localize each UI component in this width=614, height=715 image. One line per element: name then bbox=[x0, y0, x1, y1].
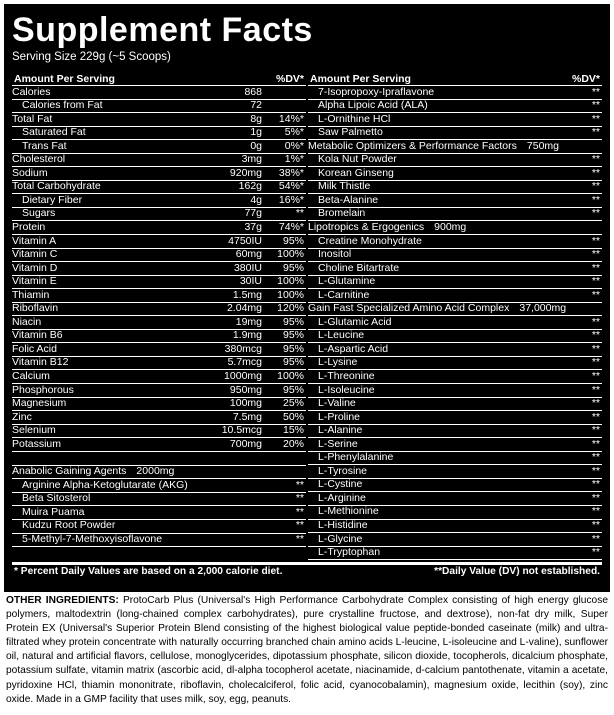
nutrient-name: Beta-Alanine bbox=[318, 193, 379, 206]
nutrient-dv: ** bbox=[591, 85, 600, 98]
nutrient-row bbox=[308, 370, 602, 384]
nutrient-dv: ** bbox=[295, 505, 304, 518]
nutrient-name: L-Alanine bbox=[318, 424, 363, 437]
nutrient-row bbox=[308, 86, 602, 100]
nutrient-row bbox=[12, 140, 306, 154]
nutrient-row bbox=[12, 235, 306, 249]
nutrient-group-row bbox=[12, 466, 306, 480]
nutrient-row bbox=[12, 113, 306, 127]
nutrient-dv: ** bbox=[591, 126, 600, 139]
nutrient-name: L-Glycine bbox=[318, 532, 363, 545]
nutrient-row bbox=[12, 262, 306, 276]
nutrient-dv: 95% bbox=[282, 261, 304, 274]
nutrient-dv: 95% bbox=[282, 234, 304, 247]
nutrient-row bbox=[308, 465, 602, 479]
nutrient-name: Choline Bitartrate bbox=[318, 261, 400, 274]
right-column bbox=[308, 72, 602, 560]
nutrient-dv: ** bbox=[591, 369, 600, 382]
nutrient-dv: ** bbox=[591, 329, 600, 342]
nutrient-row bbox=[12, 289, 306, 303]
serving-size: Serving Size 229g (~5 Scoops) bbox=[12, 51, 171, 63]
nutrient-row bbox=[12, 330, 306, 344]
nutrient-row bbox=[12, 249, 306, 263]
nutrient-amount: 0g bbox=[250, 139, 262, 152]
nutrient-dv: 95% bbox=[282, 356, 304, 369]
nutrient-row bbox=[12, 520, 306, 534]
nutrient-row bbox=[308, 208, 602, 222]
nutrient-row bbox=[308, 357, 602, 371]
nutrient-name: L-Tyrosine bbox=[318, 464, 368, 477]
nutrient-name: Potassium bbox=[12, 437, 62, 450]
left-column-header bbox=[12, 72, 306, 86]
nutrient-amount: 19mg bbox=[235, 315, 262, 328]
nutrient-amount: 1g bbox=[250, 126, 262, 139]
left-column bbox=[12, 72, 306, 560]
nutrient-dv: ** bbox=[591, 478, 600, 491]
nutrient-row bbox=[308, 276, 602, 290]
nutrient-row bbox=[12, 127, 306, 141]
panel-title: Supplement Facts bbox=[12, 11, 313, 49]
nutrient-row bbox=[12, 534, 306, 548]
nutrient-dv: 50% bbox=[282, 410, 304, 423]
nutrient-name: Thiamin bbox=[12, 288, 50, 301]
nutrient-row bbox=[308, 425, 602, 439]
nutrient-dv: 100% bbox=[277, 248, 304, 261]
nutrient-amount: 1.9mg bbox=[232, 329, 262, 342]
nutrient-row bbox=[12, 154, 306, 168]
nutrient-dv: ** bbox=[591, 315, 600, 328]
nutrient-dv: 74%* bbox=[278, 220, 304, 233]
nutrient-name: Creatine Monohydrate bbox=[318, 234, 422, 247]
nutrient-name: Magnesium bbox=[12, 397, 67, 410]
nutrient-name: Vitamin A bbox=[12, 234, 57, 247]
nutrient-dv: ** bbox=[591, 342, 600, 355]
nutrient-row bbox=[308, 533, 602, 547]
nutrient-row bbox=[12, 100, 306, 114]
nutrient-row bbox=[308, 194, 602, 208]
nutrient-amount: 4g bbox=[250, 193, 262, 206]
nutrient-name: Vitamin D bbox=[12, 261, 58, 274]
nutrient-name: Kola Nut Powder bbox=[318, 153, 397, 166]
other-ingredients bbox=[6, 594, 608, 707]
nutrient-name: Vitamin B6 bbox=[12, 329, 63, 342]
nutrient-dv: ** bbox=[591, 437, 600, 450]
footnote-daily-values: * Percent Daily Values are based on a 2,000 calorie diet. bbox=[14, 566, 283, 578]
nutrient-dv: ** bbox=[591, 424, 600, 437]
nutrient-dv: 54%* bbox=[278, 180, 304, 193]
nutrient-row bbox=[308, 520, 602, 534]
nutrient-row bbox=[12, 425, 306, 439]
nutrient-name: Calcium bbox=[12, 369, 50, 382]
nutrient-name: Selenium bbox=[12, 424, 56, 437]
nutrient-row bbox=[12, 167, 306, 181]
dv-heading: %DV* bbox=[275, 73, 304, 85]
nutrient-name: Zinc bbox=[12, 410, 32, 423]
nutrient-name: 5-Methyl-7-Methoxyisoflavone bbox=[22, 533, 163, 545]
nutrient-amount: 950mg bbox=[229, 383, 262, 396]
nutrient-dv: 16%* bbox=[278, 193, 304, 206]
row-spacer bbox=[12, 452, 306, 466]
nutrient-name: Niacin bbox=[12, 315, 42, 328]
nutrient-amount: 162g bbox=[238, 180, 262, 193]
nutrient-row bbox=[308, 384, 602, 398]
right-rows bbox=[308, 86, 602, 560]
nutrient-dv: 25% bbox=[282, 397, 304, 410]
nutrient-name: L-Valine bbox=[318, 397, 356, 410]
nutrient-amount: 60mg bbox=[235, 248, 262, 261]
nutrient-amount: 2.04mg bbox=[226, 302, 262, 315]
supplement-facts-panel bbox=[4, 4, 610, 592]
nutrient-amount: 2000mg bbox=[136, 465, 175, 478]
nutrient-dv: 120% bbox=[277, 302, 304, 315]
nutrient-amount: 750mg bbox=[526, 139, 560, 152]
nutrient-dv: ** bbox=[591, 261, 600, 274]
nutrient-name: Korean Ginseng bbox=[318, 166, 394, 179]
nutrient-dv: ** bbox=[591, 248, 600, 261]
nutrient-amount: 77g bbox=[244, 207, 262, 220]
nutrient-dv: 15% bbox=[282, 424, 304, 437]
nutrient-group-row bbox=[308, 303, 602, 317]
nutrient-name: Trans Fat bbox=[22, 139, 67, 152]
nutrient-amount: 380mcg bbox=[224, 342, 262, 355]
amount-per-serving-heading: Amount Per Serving bbox=[310, 73, 411, 85]
nutrient-row bbox=[308, 330, 602, 344]
nutrient-row bbox=[308, 438, 602, 452]
nutrient-row bbox=[12, 370, 306, 384]
nutrient-dv: 100% bbox=[277, 288, 304, 301]
nutrient-row bbox=[308, 547, 602, 561]
nutrient-name: Sugars bbox=[22, 207, 56, 220]
other-ingredients-heading: OTHER INGREDIENTS: bbox=[6, 595, 119, 606]
nutrient-row bbox=[12, 221, 306, 235]
nutrient-name: L-Ornithine HCl bbox=[318, 112, 391, 125]
nutrient-dv: ** bbox=[591, 275, 600, 288]
nutrient-dv: 20% bbox=[282, 437, 304, 450]
nutrient-amount: 1000mg bbox=[224, 369, 262, 382]
nutrient-row bbox=[308, 411, 602, 425]
nutrient-dv: 0%* bbox=[284, 139, 304, 152]
nutrient-name: Dietary Fiber bbox=[22, 193, 83, 206]
nutrient-name: Total Carbohydrate bbox=[12, 180, 101, 193]
nutrient-row bbox=[308, 479, 602, 493]
nutrient-name: Sodium bbox=[12, 166, 48, 179]
nutrient-name: L-Isoleucine bbox=[318, 383, 375, 396]
nutrient-row bbox=[308, 167, 602, 181]
nutrient-row bbox=[308, 127, 602, 141]
nutrient-amount: 72 bbox=[250, 99, 262, 112]
nutrient-dv: ** bbox=[591, 532, 600, 545]
nutrient-amount: 3mg bbox=[241, 153, 262, 166]
nutrient-row bbox=[308, 154, 602, 168]
nutrient-amount: 100mg bbox=[229, 397, 262, 410]
nutrient-name: Vitamin C bbox=[12, 248, 58, 261]
nutrient-dv: ** bbox=[295, 492, 304, 505]
nutrient-dv: 5%* bbox=[284, 126, 304, 139]
nutrient-group-row bbox=[308, 140, 602, 154]
nutrient-dv: ** bbox=[591, 207, 600, 220]
nutrient-dv: ** bbox=[591, 410, 600, 423]
nutrient-name: Metabolic Optimizers & Performance Factors bbox=[308, 139, 517, 152]
nutrient-name: Bromelain bbox=[318, 207, 366, 220]
nutrient-amount: 30IU bbox=[239, 275, 262, 288]
nutrient-dv: 100% bbox=[277, 369, 304, 382]
nutrient-name: L-Leucine bbox=[318, 329, 365, 342]
nutrient-name: Riboflavin bbox=[12, 302, 59, 315]
nutrient-amount: 37,000mg bbox=[519, 302, 567, 315]
nutrient-row bbox=[308, 113, 602, 127]
footnote-not-established: **Daily Value (DV) not established. bbox=[434, 566, 600, 578]
nutrient-name: L-Histidine bbox=[318, 519, 368, 531]
nutrient-row bbox=[308, 452, 602, 466]
nutrient-dv: 95% bbox=[282, 342, 304, 355]
nutrient-dv: ** bbox=[591, 464, 600, 477]
nutrient-name: L-Proline bbox=[318, 410, 361, 423]
nutrient-name: Kudzu Root Powder bbox=[22, 519, 116, 532]
left-rows bbox=[12, 86, 306, 547]
nutrient-dv: 14%* bbox=[278, 112, 304, 125]
nutrient-dv: 95% bbox=[282, 329, 304, 342]
nutrient-row bbox=[308, 249, 602, 263]
nutrient-row bbox=[12, 384, 306, 398]
nutrient-amount: 4750IU bbox=[228, 234, 262, 247]
nutrient-dv: ** bbox=[591, 180, 600, 193]
nutrient-row bbox=[12, 357, 306, 371]
nutrient-row bbox=[12, 86, 306, 100]
nutrient-row bbox=[12, 343, 306, 357]
nutrient-dv: ** bbox=[591, 356, 600, 369]
nutrient-dv: ** bbox=[591, 505, 600, 518]
nutrient-row bbox=[308, 343, 602, 357]
nutrient-amount: 10.5mcg bbox=[221, 424, 262, 437]
nutrient-dv: ** bbox=[591, 451, 600, 464]
nutrient-dv: ** bbox=[295, 519, 304, 532]
nutrient-name: Vitamin B12 bbox=[12, 356, 69, 369]
thick-divider bbox=[12, 64, 602, 72]
nutrient-name: Gain Fast Specialized Amino Acid Complex bbox=[308, 302, 510, 315]
nutrient-dv: ** bbox=[295, 207, 304, 220]
nutrient-name: L-Glutamic Acid bbox=[318, 315, 392, 328]
nutrient-name: Arginine Alpha-Ketoglutarate (AKG) bbox=[22, 478, 188, 491]
nutrient-dv: ** bbox=[591, 397, 600, 410]
nutrient-row bbox=[12, 316, 306, 330]
nutrient-name: Phosphorous bbox=[12, 383, 74, 396]
nutrient-name: L-Threonine bbox=[318, 369, 375, 382]
nutrient-name: L-Tryptophan bbox=[318, 546, 381, 559]
nutrient-name: L-Glutamine bbox=[318, 275, 376, 288]
nutrient-name: Calories bbox=[12, 85, 51, 98]
nutrient-row bbox=[12, 276, 306, 290]
nutrient-name: Beta Sitosterol bbox=[22, 492, 91, 505]
nutrient-row bbox=[12, 208, 306, 222]
nutrient-dv: 95% bbox=[282, 315, 304, 328]
nutrient-amount: 5.7mcg bbox=[227, 356, 262, 369]
nutrient-amount: 920mg bbox=[229, 166, 262, 179]
nutrient-name: L-Arginine bbox=[318, 491, 366, 504]
nutrient-name: Protein bbox=[12, 220, 46, 233]
nutrient-dv: ** bbox=[295, 478, 304, 491]
nutrient-dv: ** bbox=[591, 166, 600, 179]
nutrient-name: Saw Palmetto bbox=[318, 126, 383, 139]
nutrient-name: Inositol bbox=[318, 248, 352, 261]
nutrient-columns bbox=[12, 72, 602, 560]
nutrient-name: Folic Acid bbox=[12, 342, 57, 355]
nutrient-amount: 7.5mg bbox=[232, 410, 262, 423]
nutrient-row bbox=[308, 289, 602, 303]
nutrient-name: Anabolic Gaining Agents bbox=[12, 465, 127, 478]
nutrient-name: L-Cystine bbox=[318, 478, 363, 491]
nutrient-dv: ** bbox=[591, 383, 600, 396]
nutrient-row bbox=[308, 100, 602, 114]
nutrient-name: Lipotropics & Ergogenics bbox=[308, 220, 425, 233]
nutrient-dv: ** bbox=[295, 533, 304, 545]
nutrient-row bbox=[308, 492, 602, 506]
nutrient-row bbox=[308, 262, 602, 276]
nutrient-row bbox=[308, 181, 602, 195]
nutrient-name: L-Aspartic Acid bbox=[318, 342, 389, 355]
nutrient-dv: ** bbox=[591, 112, 600, 125]
nutrient-dv: 1%* bbox=[284, 153, 304, 166]
nutrient-row bbox=[308, 506, 602, 520]
nutrient-name: Saturated Fat bbox=[22, 126, 86, 139]
nutrient-name: 7-Isopropoxy-Ipraflavone bbox=[318, 85, 435, 98]
nutrient-row bbox=[308, 235, 602, 249]
dv-heading: %DV* bbox=[571, 73, 600, 85]
nutrient-dv: 100% bbox=[277, 275, 304, 288]
nutrient-dv: ** bbox=[591, 491, 600, 504]
nutrient-row bbox=[12, 194, 306, 208]
nutrient-amount: 700mg bbox=[229, 437, 262, 450]
nutrient-name: Calories from Fat bbox=[22, 99, 103, 112]
nutrient-group-row bbox=[308, 221, 602, 235]
other-ingredients-text: ProtoCarb Plus (Universal's High Performance Carbohydrate Complex consisting of high energy glucose polymers, maltodextrin (long-chained complex carbohydrates), pure crystalline fructose, and dextrose), non-fat dry milk, Super Protein EX (Universal's Superior Protein Blend consisting of the highest biological value peptide-bonded caseinate (milk) and ultra-filtrated whey protein concentrate with naturally occurring branched chain amino acids L-leucine, L-isoleucine and L-valine), sunflower oil, natural and artificial flavors, cellulose, monoglycerides, dipotassium phosphate, silicon dioxide, tocopherols, dicalcium phosphate, potassium sulfate, vitamin matrix (ascorbic acid, dl-alpha tocopherol acetate, niacinamide, d-calcium pantothenate, vitamin a acetate, pyridoxine HCl, thiamin mononitrate, riboflavin, cholecalciferol, folic acid, cyanocobalamin), magnesium oxide, lecithin (soy), zinc oxide. Made in a GMP facility that uses milk, soy, egg, peanuts. bbox=[6, 595, 608, 705]
nutrient-amount: 380IU bbox=[233, 261, 262, 274]
nutrient-dv: ** bbox=[591, 153, 600, 166]
nutrient-name: Vitamin E bbox=[12, 275, 57, 288]
nutrient-dv: 95% bbox=[282, 383, 304, 396]
nutrient-row bbox=[12, 303, 306, 317]
nutrient-amount: 37g bbox=[244, 220, 262, 233]
nutrient-name: L-Lysine bbox=[318, 356, 358, 369]
nutrient-name: Muira Puama bbox=[22, 505, 85, 518]
nutrient-row bbox=[12, 506, 306, 520]
nutrient-row bbox=[308, 398, 602, 412]
nutrient-amount: 900mg bbox=[434, 220, 467, 233]
nutrient-amount: 868 bbox=[244, 85, 262, 98]
nutrient-name: L-Phenylalanine bbox=[318, 451, 394, 464]
nutrient-dv: ** bbox=[591, 546, 600, 559]
nutrient-name: Total Fat bbox=[12, 112, 53, 125]
nutrient-row bbox=[12, 438, 306, 452]
nutrient-dv: 38%* bbox=[278, 166, 304, 179]
nutrient-name: Alpha Lipoic Acid (ALA) bbox=[318, 99, 428, 112]
nutrient-dv: ** bbox=[591, 519, 600, 531]
nutrient-name: Milk Thistle bbox=[318, 180, 371, 193]
amount-per-serving-heading: Amount Per Serving bbox=[14, 73, 115, 85]
nutrient-dv: ** bbox=[591, 234, 600, 247]
nutrient-dv: ** bbox=[591, 288, 600, 301]
nutrient-name: L-Methionine bbox=[318, 505, 379, 518]
nutrient-amount: 1.5mg bbox=[232, 288, 262, 301]
right-column-header bbox=[308, 72, 602, 86]
nutrient-row bbox=[12, 398, 306, 412]
nutrient-name: L-Carnitine bbox=[318, 288, 370, 301]
nutrient-dv: ** bbox=[591, 99, 600, 112]
nutrient-row bbox=[12, 411, 306, 425]
nutrient-row bbox=[12, 181, 306, 195]
nutrient-name: Cholesterol bbox=[12, 153, 66, 166]
footnotes bbox=[12, 562, 602, 578]
nutrient-row bbox=[12, 479, 306, 493]
nutrient-amount: 8g bbox=[250, 112, 262, 125]
nutrient-row bbox=[12, 493, 306, 507]
nutrient-dv: ** bbox=[591, 193, 600, 206]
nutrient-name: L-Serine bbox=[318, 437, 358, 450]
nutrient-row bbox=[308, 316, 602, 330]
